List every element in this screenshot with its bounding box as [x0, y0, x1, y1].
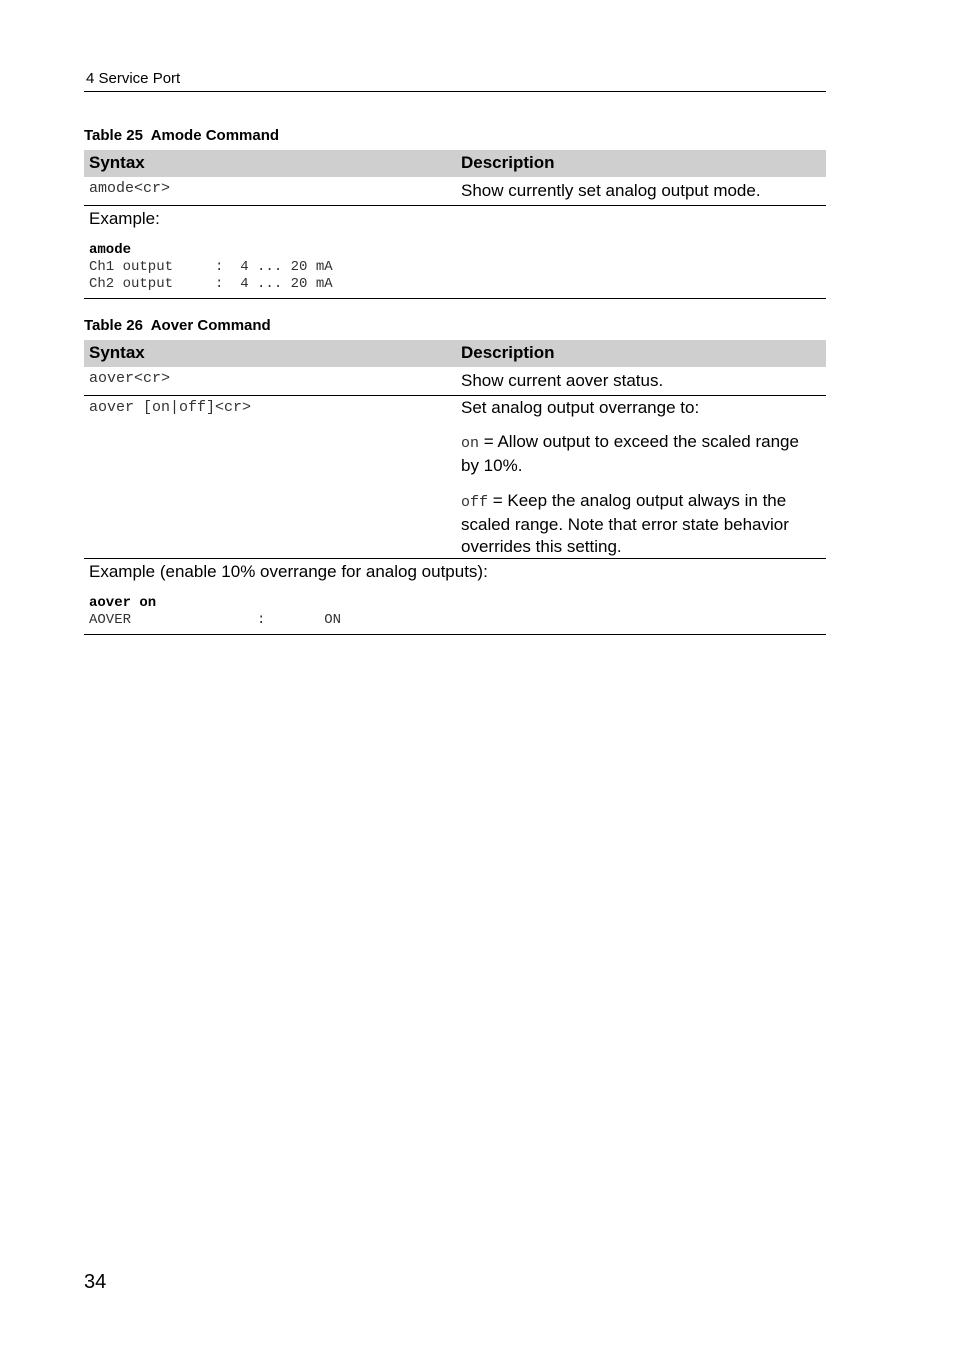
syntax-cell: aover<cr>	[89, 370, 171, 387]
example-row	[84, 559, 826, 635]
description-column-header: Description	[461, 153, 555, 172]
running-header: 4 Service Port	[86, 70, 181, 87]
example-row	[84, 206, 826, 299]
table-25	[84, 150, 826, 299]
syntax-column-header: Syntax	[89, 153, 145, 172]
table-26-header-row	[84, 340, 826, 367]
example-label: Example:	[89, 209, 160, 228]
example-code-block	[89, 595, 341, 629]
description-cell: Show current aover status.	[461, 371, 664, 390]
page-number: 34	[84, 1271, 107, 1293]
example-output-line: AOVER : ON	[89, 612, 342, 628]
description-column-header: Description	[461, 343, 555, 362]
example-code-block	[89, 242, 333, 293]
description-paragraph: Set analog output overrange to:	[461, 398, 700, 417]
syntax-cell: amode<cr>	[89, 180, 171, 197]
description-paragraph	[461, 431, 821, 477]
table-row	[84, 367, 826, 396]
example-output-line: Ch2 output : 4 ... 20 mA	[89, 276, 333, 292]
syntax-column-header: Syntax	[89, 343, 145, 362]
description-cell: Show currently set analog output mode.	[461, 181, 761, 200]
inline-code-off: off	[461, 494, 489, 511]
example-label: Example (enable 10% overrange for analog outputs):	[89, 562, 488, 581]
on-explanation: = Allow output to exceed the scaled range by 10%.	[461, 432, 799, 475]
syntax-cell: aover [on|off]<cr>	[89, 399, 252, 416]
header-rule	[84, 91, 826, 92]
example-command: aover on	[89, 595, 157, 611]
table-25-header-row	[84, 150, 826, 177]
description-paragraph	[461, 490, 821, 558]
example-output-line: Ch1 output : 4 ... 20 mA	[89, 259, 333, 275]
table-row	[84, 177, 826, 206]
table-25-caption: Table 25 Amode Command	[84, 127, 280, 144]
table-row	[84, 396, 826, 559]
example-command: amode	[89, 242, 132, 258]
table-26-caption: Table 26 Aover Command	[84, 317, 271, 334]
inline-code-on: on	[461, 435, 480, 452]
table-26	[84, 340, 826, 635]
off-explanation: = Keep the analog output always in the scaled range. Note that error state behavior overrides this setting.	[461, 491, 789, 556]
description-cell	[461, 397, 821, 558]
